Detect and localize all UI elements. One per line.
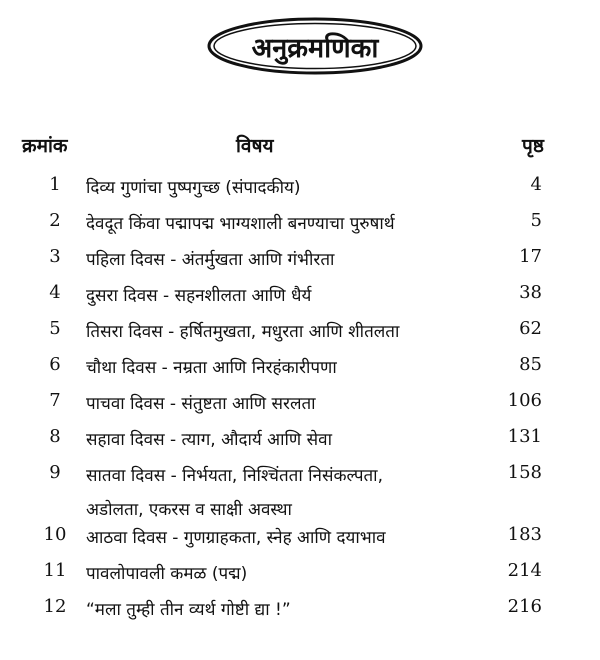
entry-subject-line: दिव्य गुणांचा पुष्पगुच्छ (संपादकीय): [86, 178, 301, 198]
entry-subject-line: सहावा दिवस - त्याग, औदार्य आणि सेवा: [86, 430, 332, 450]
entry-page: 4: [530, 174, 542, 195]
entry-page: 38: [519, 282, 542, 303]
entry-subject-line: पाचवा दिवस - संतुष्टता आणि सरलता: [86, 394, 316, 414]
entry-subject-line: पावलोपावली कमळ (पद्म): [86, 564, 248, 584]
entry-subject-line: आठवा दिवस - गुणग्राहकता, स्नेह आणि दयाभाव: [86, 528, 386, 548]
entry-subject: [86, 426, 496, 454]
header-number: क्रमांक: [22, 135, 68, 157]
toc-row: [0, 242, 600, 278]
entry-subject-line: “मला तुम्ही तीन व्यर्थ गोष्टी द्या !”: [86, 600, 291, 620]
entry-subject: [86, 560, 496, 588]
entry-number: 8: [49, 426, 61, 447]
toc-row: [0, 170, 600, 206]
toc-row: [0, 350, 600, 386]
entry-subject: [86, 210, 496, 238]
entry-page: 183: [507, 524, 542, 545]
header-page: पृष्ठ: [522, 135, 544, 157]
entry-subject-line: देवदूत किंवा पद्मापद्म भाग्यशाली बनण्याचा पुरुषार्थ: [86, 214, 395, 234]
toc-row: [0, 556, 600, 592]
entry-subject-line: पहिला दिवस - अंतर्मुखता आणि गंभीरता: [86, 250, 335, 270]
entry-subject-line: सातवा दिवस - निर्भयता, निश्चिंतता निसंकल्पता,: [86, 466, 383, 486]
entry-page: 214: [507, 560, 542, 581]
entry-page: 131: [507, 426, 542, 447]
toc-row: [0, 386, 600, 422]
toc-row: [0, 278, 600, 314]
entry-subject: [86, 282, 496, 310]
entry-number: 9: [49, 462, 61, 483]
entry-number: 6: [49, 354, 61, 375]
entry-subject-line: तिसरा दिवस - हर्षितमुखता, मधुरता आणि शीतलता: [86, 322, 400, 342]
entry-subject: [86, 246, 496, 274]
entry-subject: [86, 318, 496, 346]
entry-subject-line: अडोलता, एकरस व साक्षी अवस्था: [86, 500, 292, 520]
entry-number: 7: [49, 390, 61, 411]
entry-page: 216: [507, 596, 542, 617]
toc-row: [0, 422, 600, 458]
toc-row: [0, 520, 600, 556]
toc-row: [0, 314, 600, 350]
entry-subject: [86, 462, 496, 524]
entry-page: 106: [507, 390, 542, 411]
entry-number: 12: [43, 596, 67, 617]
entry-number: 3: [49, 246, 61, 267]
entry-page: 5: [530, 210, 542, 231]
entry-number: 10: [43, 524, 67, 545]
entry-page: 17: [519, 246, 542, 267]
title-banner: [206, 16, 424, 76]
toc-row: [0, 206, 600, 242]
entry-subject: [86, 524, 496, 552]
entry-subject-line: चौथा दिवस - नम्रता आणि निरहंकारीपणा: [86, 358, 337, 378]
toc-row: [0, 458, 600, 520]
entry-number: 2: [49, 210, 61, 231]
entry-subject: [86, 174, 496, 202]
page-title: अनुक्रमणिका: [251, 32, 379, 64]
entry-subject: [86, 596, 496, 624]
entry-page: 62: [519, 318, 542, 339]
entry-number: 1: [49, 174, 61, 195]
entry-subject: [86, 354, 496, 382]
entry-subject-line: दुसरा दिवस - सहनशीलता आणि धैर्य: [86, 286, 312, 306]
toc-row: [0, 592, 600, 628]
entry-number: 5: [49, 318, 61, 339]
toc-header: [0, 132, 600, 160]
toc-list: [0, 170, 600, 628]
entry-number: 4: [49, 282, 61, 303]
entry-page: 85: [519, 354, 542, 375]
entry-subject: [86, 390, 496, 418]
header-subject: विषय: [236, 135, 274, 157]
entry-page: 158: [507, 462, 542, 483]
entry-number: 11: [43, 560, 67, 581]
